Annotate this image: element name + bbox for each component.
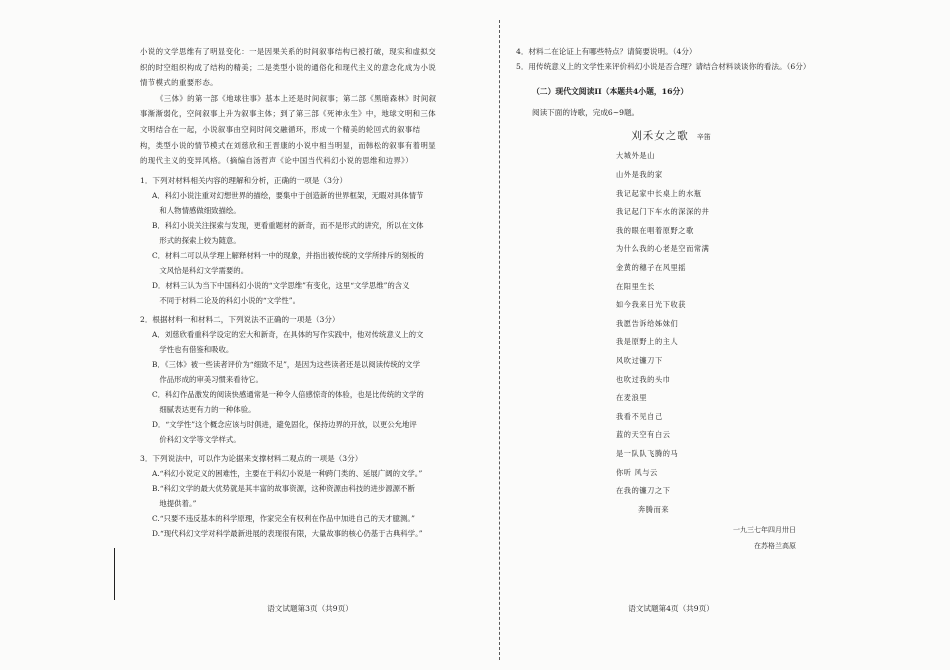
question-1 — [140, 173, 480, 308]
option-a: A．刘慈欣看重科学设定的宏大和新奇，在具体的写作实践中，他对传统意义上的文 学性也有借鉴和吸收。 — [152, 329, 424, 354]
page-4 — [516, 44, 826, 614]
option-b: B.“科幻文学的最大优势就是其丰富的故事资源，这种资源由科技的进步源源不断 地提供着。” — [152, 483, 415, 508]
material-intro-2 — [140, 91, 480, 169]
poem-line: 如今我来日光下收获 — [616, 300, 687, 310]
page-3 — [140, 44, 480, 614]
text-line: 情节模式的重要形态。 — [140, 78, 218, 88]
poem-line: 在阳里生长 — [616, 281, 655, 291]
option-a: A．科幻小说注重对幻想世界的描绘，要集中于创造新的世界框架，无暇对具体情节 和人物情感做细致描绘。 — [152, 190, 424, 215]
poem-line: 也吹过我的头巾 — [616, 374, 671, 384]
section-heading: （二）现代文阅读II（本题共4小题，16分） — [532, 87, 689, 97]
text-line: 《三体》的第一部《地球往事》基本上还是时间叙事；第二部《黑暗森林》时间叙 — [156, 93, 437, 103]
option-d: D.“现代科幻文学对科学最新进展的表现很有限，大量故事的核心仍基于古典科学。” — [152, 528, 423, 538]
option-b: B．《三体》被一些读者评价为“细致不足”，是因为这些读者还是以阅读传统的文学 作品形成的审美习惯来看待它。 — [152, 359, 420, 384]
poem-date: 一九三七年四月卅日 — [733, 526, 796, 535]
poem-line: 金黄的穗子在风里摇 — [616, 262, 687, 272]
question-2 — [140, 312, 480, 447]
poem-line: 你听 风与云 — [616, 467, 658, 477]
question-5: 5．用传统意义上的文学性来评价科幻小说是否合理？请结合材料谈谈你的看法。（6分） — [516, 62, 811, 72]
fold-divider — [499, 20, 500, 660]
page-footer: 语文试题第3页（共9页） — [267, 604, 353, 613]
poem-line: 我愿告诉给姊妹们 — [616, 318, 679, 328]
poem-line: 大城外是山 — [616, 151, 655, 161]
option-c: C.“只要不违反基本的科学原理，作家完全有权利在作品中加进自己的天才臆测。” — [152, 513, 415, 523]
poem-body — [616, 147, 826, 519]
poem-place: 在苏格兰高原 — [754, 542, 796, 551]
poem-author: 辛笛 — [696, 133, 711, 142]
poem-title-text: 刈禾女之歌 — [631, 130, 689, 143]
poem-line: 我记起门下车水的深深的井 — [616, 207, 710, 217]
material-intro-1 — [140, 44, 480, 91]
poem-line: 在麦浪里 — [616, 393, 648, 403]
page-footer: 语文试题第4页（共9页） — [628, 604, 714, 613]
poem-line: 是一队队飞腾的马 — [616, 448, 679, 458]
poem-line: 我记起家中长桌上的水瓶 — [616, 188, 702, 198]
text-line: 小说的文学思维有了明显变化：一是因果关系的时间叙事结构已被打破，现实和虚拟交 — [140, 47, 437, 56]
poem-line: 我是原野上的主人 — [616, 337, 679, 347]
poem-line: 为什么我的心老是空而常满 — [616, 244, 710, 254]
option-d: D．“文学性”这个概念应该与时俱进，避免固化，保持边界的开放，以更公允地评 价科幻文学等文学样式。 — [152, 419, 417, 444]
question-stem: 3．下列说法中，可以作为论据来支撑材料二观点的一项是（3分） — [140, 453, 363, 463]
option-a: A.“科幻小说定义的困难性，主要在于科幻小说是一种跨门类的、延展广阔的文学。” — [152, 468, 423, 478]
poem-line: 奔腾而来 — [638, 504, 670, 514]
option-c: C．科幻作品激发的阅读快感通常是一种令人倍感惊奇的体验，也是比传统的文学的 细腻表达更有力的一种体验。 — [152, 389, 424, 414]
option-c: C．材料二可以从学理上解释材料一中的现象，并指出被传统的文学所排斥的刻板的 文风恰是科幻文学需要的。 — [152, 250, 424, 275]
poem-line: 山外是我的家 — [616, 170, 663, 179]
text-line: 构，类型小说的情节模式在刘慈欣和王晋康的小说中相当明显，而韩松的叙事有着明显 — [140, 140, 437, 150]
text-line: 事渐渐弱化，空间叙事上升为叙事主体；到了第三部《死神永生》中，地球文明和三体 — [140, 109, 437, 119]
option-b: B．科幻小说关注探索与发现，更看重题材的新奇，而不是形式的讲究，所以在文体 形式的探索上较为随意。 — [152, 220, 424, 245]
text-line: 的现代主义的变异风格。（摘编自汤哲声《论中国当代科幻小说的思维和边界》） — [140, 156, 414, 166]
poem-line: 蓝的天空有白云 — [616, 430, 671, 440]
question-stem: 2．根据材料一和材料二，下列说法不正确的一项是（3分） — [140, 314, 340, 324]
reading-instruction: 阅读下面的诗歌，完成6~9题。 — [532, 108, 640, 118]
question-stem: 1．下列对材料相关内容的理解和分析，正确的一项是（3分） — [140, 175, 348, 185]
option-d: D．材料三认为当下中国科幻小说的“文学思维”有变化，这里“文学思维”的含义 不同于材料二论及的科幻小说的“文学性”。 — [152, 280, 410, 305]
poem-line: 我看不见自己 — [616, 411, 663, 421]
question-4: 4．材料二在论证上有哪些特点？请简要说明。（4分） — [516, 47, 697, 56]
text-line: 文明结合在一起，小说叙事由空间时间交融循环，形成一个精美的轮回式的叙事结 — [140, 124, 421, 134]
text-line: 织的时空组织构成了结构的精美；二是类型小说的通俗化和现代主义的意念化成为小说 — [140, 62, 437, 72]
poem-line: 风吹过镰刀下 — [616, 355, 663, 365]
poem-title — [516, 128, 826, 143]
poem-line: 在我的镰刀之下 — [616, 486, 671, 496]
question-3 — [140, 451, 480, 541]
poem-line: 我的眼在唱着原野之歌 — [616, 225, 694, 235]
binding-mark — [114, 548, 115, 600]
